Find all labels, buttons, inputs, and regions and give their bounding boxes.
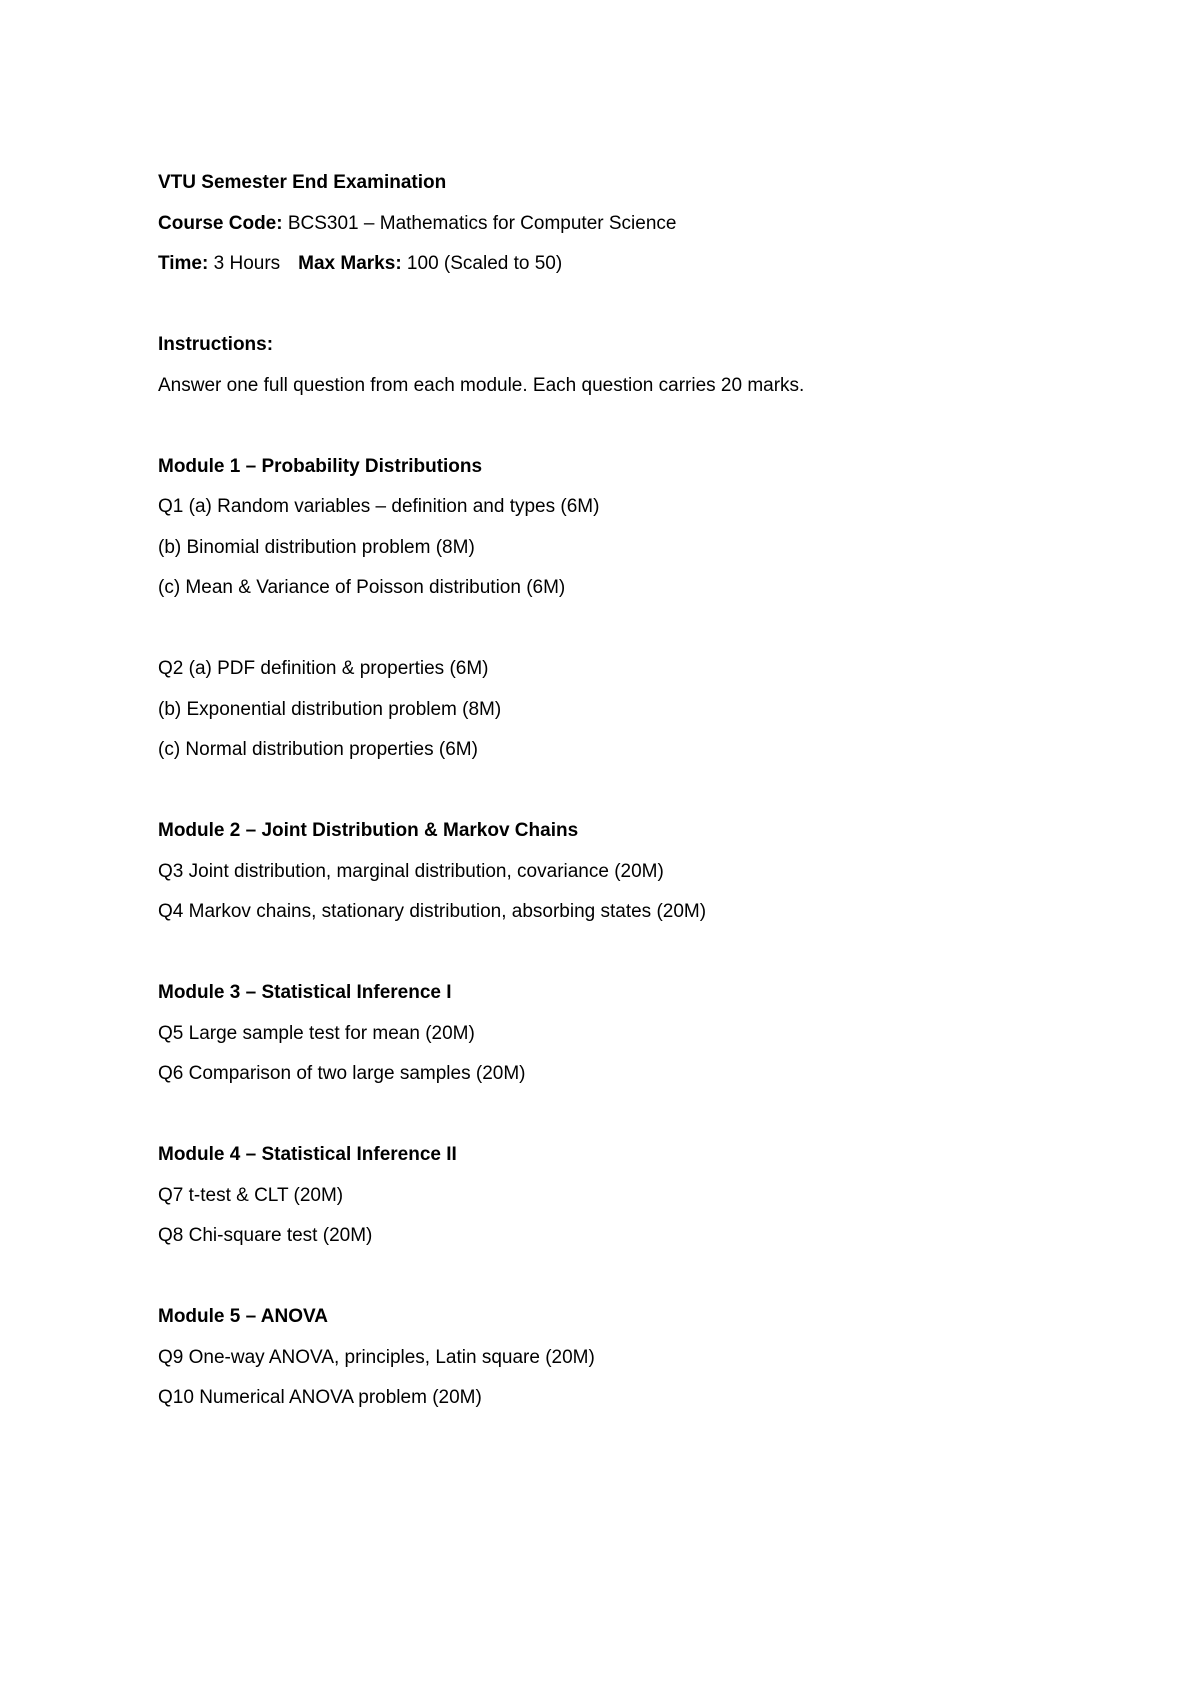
course-code-line (158, 213, 1138, 235)
question-line: Q9 One-way ANOVA, principles, Latin square (20M) (158, 1346, 595, 1368)
exam-document (158, 172, 1138, 1428)
question-line: Q2 (a) PDF definition & properties (6M) (158, 658, 489, 679)
question-line: Q4 Markov chains, stationary distribution, absorbing states (20M) (158, 901, 707, 922)
time-marks-line (158, 253, 1138, 275)
question-line: (c) Normal distribution properties (6M) (158, 739, 478, 760)
exam-title: VTU Semester End Examination (158, 172, 447, 193)
time-label: Time: (158, 253, 209, 274)
time-value: 3 Hours (208, 253, 281, 274)
module-3-title: Module 3 – Statistical Inference I (158, 982, 452, 1003)
module-5-title: Module 5 – ANOVA (158, 1306, 328, 1327)
question-line: Q5 Large sample test for mean (20M) (158, 1022, 475, 1044)
question-line: Q1 (a) Random variables – definition and types (6M) (158, 496, 600, 517)
course-code-value: BCS301 – Mathematics for Computer Science (282, 212, 677, 234)
max-marks-label: Max Marks: (298, 253, 402, 274)
max-marks-value: 100 (Scaled to 50) (401, 253, 563, 274)
question-line: Q6 Comparison of two large samples (20M) (158, 1063, 526, 1084)
course-code-label: Course Code: (158, 212, 283, 234)
instructions-heading: Instructions: (158, 334, 274, 355)
question-line: Q8 Chi-square test (20M) (158, 1225, 373, 1246)
instructions-text: Answer one full question from each module. Each question carries 20 marks. (158, 374, 805, 396)
module-4-title: Module 4 – Statistical Inference II (158, 1144, 457, 1165)
module-2-title: Module 2 – Joint Distribution & Markov Chains (158, 820, 579, 841)
question-line: (c) Mean & Variance of Poisson distribution (6M) (158, 577, 566, 598)
module-1-title: Module 1 – Probability Distributions (158, 455, 483, 477)
question-line: Q10 Numerical ANOVA problem (20M) (158, 1387, 482, 1408)
question-line: (b) Exponential distribution problem (8M) (158, 698, 502, 720)
question-line: (b) Binomial distribution problem (8M) (158, 536, 475, 558)
question-line: Q3 Joint distribution, marginal distribution, covariance (20M) (158, 860, 664, 882)
question-line: Q7 t-test & CLT (20M) (158, 1184, 344, 1206)
